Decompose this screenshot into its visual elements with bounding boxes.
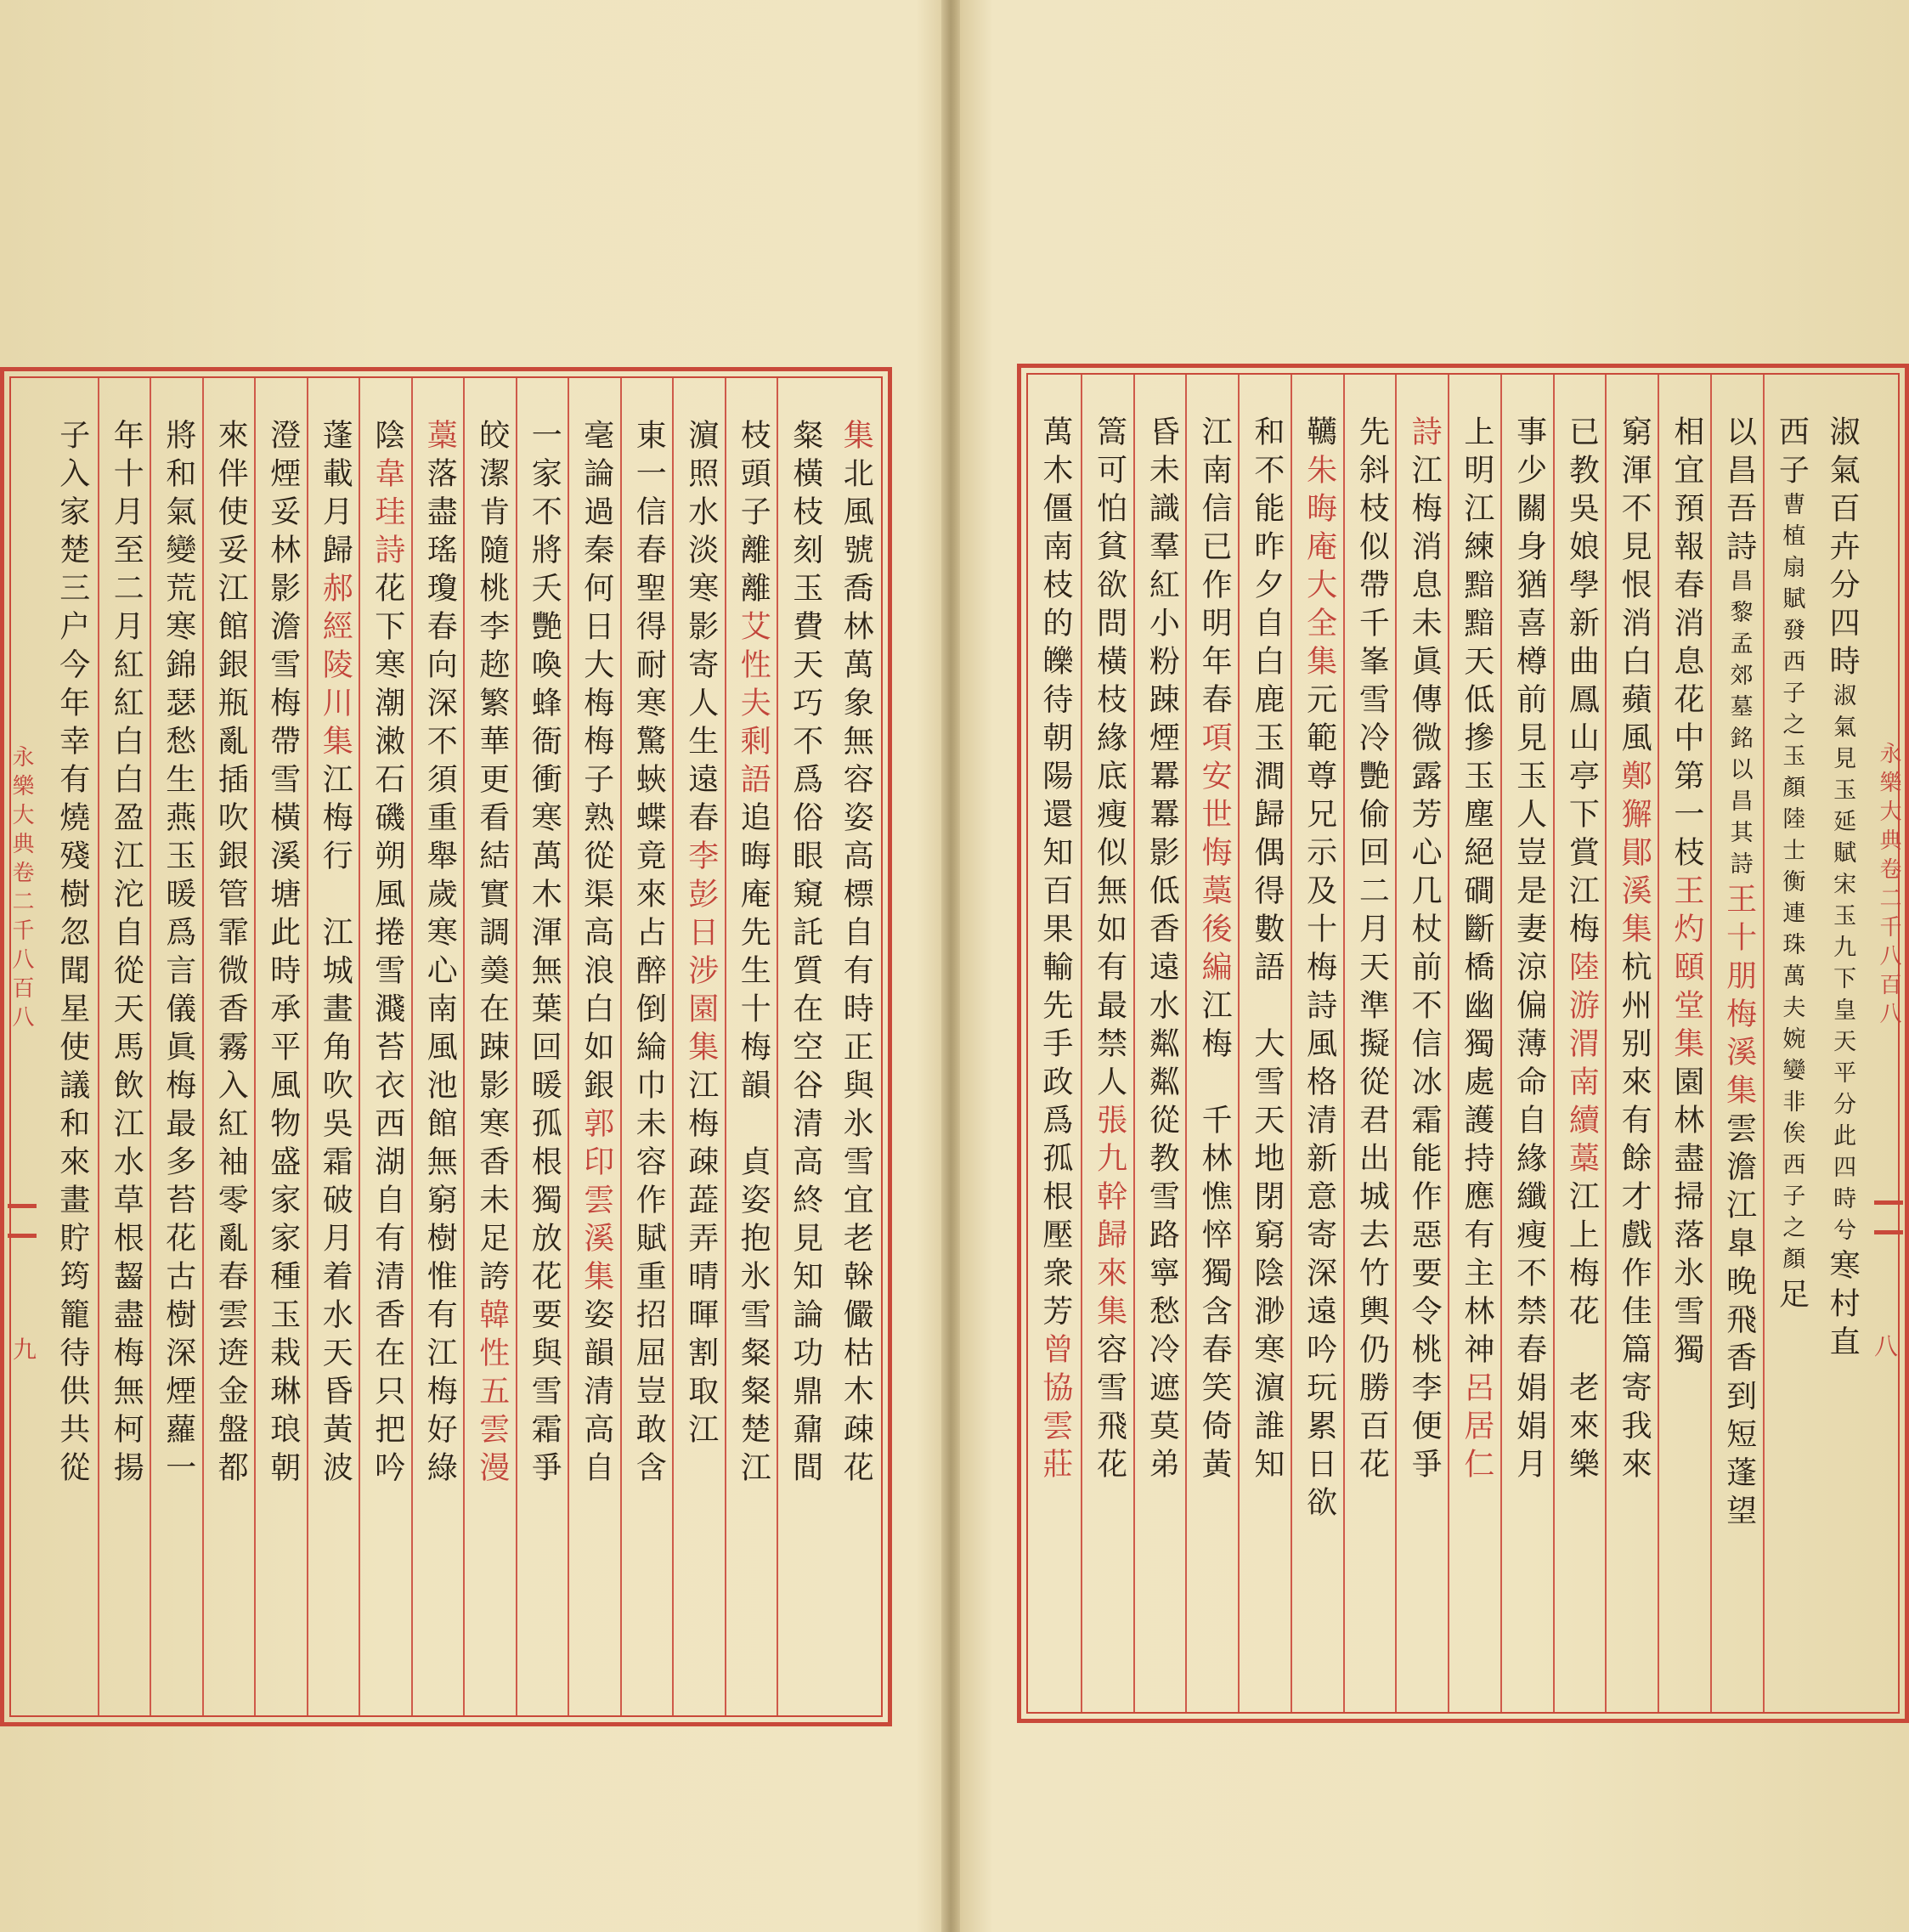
text-column xyxy=(1343,375,1398,1712)
text-column xyxy=(1238,375,1292,1712)
text-segment: 濵照水淡寒影寄人生遠春 xyxy=(683,419,719,839)
text-column xyxy=(829,378,882,1715)
column-text xyxy=(1564,415,1600,1486)
text-segment: 北風號喬林萬象無容姿高標自有時正與氷雪宜老榦儼枯木疎花 xyxy=(839,457,874,1489)
source-citation: 郝經陵川集 xyxy=(318,572,353,763)
column-text xyxy=(1094,415,1125,1486)
left-page-text-area xyxy=(45,378,881,1715)
text-column xyxy=(777,378,831,1715)
text-column xyxy=(359,378,413,1715)
text-segment: 容雪飛花 xyxy=(1092,1333,1127,1486)
text-column xyxy=(1710,375,1765,1712)
source-citation: 曾協雲莊 xyxy=(1037,1333,1073,1486)
source-citation: 艾性夫剩語 xyxy=(736,610,771,801)
left-page-number: 九 xyxy=(13,1336,37,1364)
annotation-note: 曹植扇賦發西子之玉顏陸士衡連珠萬夫婉孌非俟西子之顏 xyxy=(1778,492,1805,1278)
text-segment: 皎潔肯隨桃李趂繁華更看結實調羮在踈影寒香未足誇 xyxy=(474,419,510,1298)
text-segment: 江梅 千林憔悴獨含春笑倚黃 xyxy=(1197,989,1233,1486)
text-column xyxy=(1658,375,1712,1712)
left-page-frame xyxy=(0,367,892,1726)
right-page-number: 八 xyxy=(1873,1332,1898,1360)
text-column xyxy=(1028,375,1081,1712)
text-segment: 園林盡掃落氷雪獨 xyxy=(1669,1065,1704,1371)
source-citation: 藁 xyxy=(422,419,458,457)
column-text xyxy=(839,419,874,1489)
source-citation: 郭印雲溪集 xyxy=(579,1107,614,1298)
text-column xyxy=(411,378,466,1715)
text-segment: 上明江練黯黯天低摻玉塵絕磵斷橋幽獨處護持應有主林神 xyxy=(1459,415,1494,1371)
column-text xyxy=(1671,415,1702,1371)
column-text xyxy=(736,419,771,1489)
column-text xyxy=(1721,415,1757,1533)
text-segment: 花下寒潮潄石磯朔風捲雪濺苔衣西湖自有清香在只把吟 xyxy=(370,572,405,1489)
text-segment: 子入家楚三户今年幸有燒殘樹忽聞星使議和來畫貯筠籠待供共從 xyxy=(54,419,90,1489)
left-page-foliator: 永樂大典卷二千八百八 xyxy=(8,745,34,1034)
text-segment: 追晦庵先生十梅韻 貞姿抱氷雪粲粲楚江 xyxy=(736,801,771,1489)
text-column xyxy=(725,378,779,1715)
right-page-frame xyxy=(1017,364,1909,1723)
text-column xyxy=(1553,375,1607,1712)
column-text xyxy=(683,419,719,1451)
book-gutter xyxy=(941,0,960,1932)
column-text xyxy=(527,419,562,1489)
text-column xyxy=(620,378,675,1715)
text-segment: 江梅疎蕋弄晴暉割取江 xyxy=(683,1069,719,1451)
column-text xyxy=(1197,415,1233,1486)
right-fishtail-mark xyxy=(1874,1200,1903,1234)
text-segment: 粲橫枝刻玉費天巧不爲俗眼窺託質在空谷清高終見知論功鼎鼐間 xyxy=(788,419,823,1489)
text-segment: 一家不將夭艷喚蜂衙衝寒萬木渾無葉回暖孤根獨放花要與雪霜爭 xyxy=(527,419,562,1489)
text-segment: 姿韻清高自 xyxy=(579,1298,614,1489)
text-segment: 以昌吾詩 xyxy=(1721,415,1757,568)
text-segment: 西子 xyxy=(1774,415,1810,492)
text-segment: 淑氣百卉分四時 xyxy=(1825,415,1861,683)
text-segment: 落盡瑤瓊春向深不須重舉歲寒心南風池館無窮樹惟有江梅好綠 xyxy=(422,457,458,1489)
text-column xyxy=(45,378,98,1715)
column-text xyxy=(474,419,510,1489)
text-column xyxy=(1133,375,1188,1712)
text-segment: 來伴使妥江館銀瓶亂插吹銀管霏微香霧入紅袖零亂春雲逩金盤都 xyxy=(213,419,249,1489)
column-text xyxy=(109,419,144,1489)
text-column xyxy=(463,378,517,1715)
left-fishtail-mark xyxy=(8,1204,37,1238)
column-text xyxy=(1249,415,1285,1486)
column-text xyxy=(163,419,194,1489)
column-text xyxy=(1617,415,1652,1486)
text-column xyxy=(672,378,726,1715)
column-text xyxy=(1407,415,1443,1486)
text-segment: 窮渾不見恨消白蘋風 xyxy=(1617,415,1652,760)
text-segment: 枝頭子離離 xyxy=(736,419,771,610)
text-segment: 昏未識羣紅小粉踈煙羃羃影低香遠水粼粼從教雪路寧愁冷遮莫弟 xyxy=(1144,415,1180,1486)
column-text xyxy=(581,419,612,1489)
source-citation: 呂居仁 xyxy=(1459,1371,1494,1486)
source-citation: 王灼頤堂集 xyxy=(1669,874,1704,1065)
right-page-foliator: 永樂大典卷二千八百八 xyxy=(1876,742,1901,1031)
source-citation: 李彭日涉園集 xyxy=(683,839,719,1069)
text-column xyxy=(254,378,308,1715)
source-citation: 項安世悔藁後編 xyxy=(1197,721,1233,989)
column-text xyxy=(54,419,90,1489)
column-text xyxy=(265,419,301,1489)
text-segment: 杭州别來有餘才戲作佳篇寄我來 xyxy=(1617,951,1652,1486)
text-segment: 江南信已作明年春 xyxy=(1197,415,1233,721)
column-text xyxy=(790,419,821,1489)
text-column xyxy=(1395,375,1449,1712)
source-citation: 詩 xyxy=(1407,415,1443,454)
text-segment: 東一信春聖得耐寒驚蛺蝶竟來占醉倒綸巾未容作賦重招屈豈敢含 xyxy=(631,419,667,1489)
source-citation: 張九幹歸來集 xyxy=(1092,1104,1127,1333)
text-column xyxy=(307,378,361,1715)
column-text xyxy=(1354,415,1390,1486)
source-citation: 陸游渭南續藁 xyxy=(1564,951,1600,1180)
text-column xyxy=(1291,375,1345,1712)
text-segment: 江上梅花 老來樂 xyxy=(1564,1180,1600,1486)
text-segment: 和不能昨夕自白鹿玉澗歸偶得數語 大雪天地閉窮陰渺寒濵誰知 xyxy=(1249,415,1285,1486)
left-page-inner-border xyxy=(9,376,883,1717)
text-column xyxy=(516,378,570,1715)
text-column xyxy=(568,378,622,1715)
column-text xyxy=(1037,415,1073,1486)
column-text xyxy=(1825,415,1861,1364)
text-column xyxy=(1815,375,1867,1712)
right-page-inner-border xyxy=(1026,373,1900,1714)
text-column xyxy=(1500,375,1555,1712)
text-segment: 足 xyxy=(1774,1278,1810,1316)
column-text xyxy=(1144,415,1180,1486)
text-segment: 蓬載月歸 xyxy=(318,419,353,572)
column-text xyxy=(213,419,249,1489)
source-citation: 韋珪詩 xyxy=(370,457,405,572)
text-segment: 毫論過秦何日大梅梅子熟從渠高浪白如銀 xyxy=(579,419,614,1107)
column-text xyxy=(1304,415,1335,1524)
source-citation: 鄭獬鄖溪集 xyxy=(1617,760,1652,951)
text-segment: 事少關身猶喜樽前見玉人豈是妻涼偏薄命自緣纖瘦不禁春娟娟月 xyxy=(1511,415,1547,1486)
column-text xyxy=(318,419,353,1489)
column-text xyxy=(372,419,403,1489)
source-citation: 集 xyxy=(839,419,874,457)
text-column xyxy=(1448,375,1502,1712)
text-segment: 寒村直 xyxy=(1825,1249,1861,1364)
text-segment: 雲澹江臯晚飛香到短蓬望 xyxy=(1721,1112,1757,1533)
text-column xyxy=(98,378,152,1715)
source-citation: 韓性五雲漫 xyxy=(474,1298,510,1489)
annotation-note: 昌黎孟郊墓銘以昌其詩 xyxy=(1725,568,1753,883)
text-column xyxy=(1185,375,1240,1712)
column-text xyxy=(1774,415,1810,1316)
text-segment: 篙可怕貧欲問橫枝緣底瘦似無如有最禁人 xyxy=(1092,415,1127,1104)
text-column xyxy=(202,378,257,1715)
text-column xyxy=(1605,375,1659,1712)
text-segment: 將和氣變荒寒錦瑟愁生燕玉暖爲言儀眞梅最多苔花古樹深煙蘿一 xyxy=(161,419,196,1489)
text-segment: 已教吳娘學新曲鳳山亭下賞江梅 xyxy=(1564,415,1600,951)
text-column xyxy=(150,378,204,1715)
text-segment: 韉 xyxy=(1302,415,1337,454)
text-column xyxy=(1763,375,1817,1712)
text-segment: 澄煙妥林影澹雪梅帶雪橫溪塘此時承平風物盛家家種玉栽琳琅朝 xyxy=(265,419,301,1489)
text-segment: 元範尊兄示及十梅詩風格清新意寄深遠吟玩累日欲 xyxy=(1302,683,1337,1524)
text-segment: 先斜枝似帶千峯雪冷艷偷回二月天準擬從君出城去竹輿仍勝百花 xyxy=(1354,415,1390,1486)
source-citation: 王十朋梅溪集 xyxy=(1721,883,1757,1112)
text-segment: 陰 xyxy=(370,419,405,457)
text-segment: 江梅消息未眞傳微露芳心几杖前不信冰霜能作惡要令桃李便爭 xyxy=(1407,454,1443,1486)
text-segment: 萬木僵南枝的皪待朝陽還知百果輸先手政爲孤根壓衆芳 xyxy=(1037,415,1073,1333)
column-text xyxy=(631,419,667,1489)
text-segment: 年十月至二月紅紅白白盈江沱自從天馬飲江水草根齧盡梅無柯揚 xyxy=(109,419,144,1489)
column-text xyxy=(1461,415,1492,1486)
text-segment: 相宜預報春消息花中第一枝 xyxy=(1669,415,1704,874)
text-column xyxy=(1081,375,1135,1712)
text-segment: 江梅行 江城畫角吹吳霜破月着水天昏黃波 xyxy=(318,763,353,1489)
column-text xyxy=(422,419,458,1489)
annotation-note: 淑氣見玉延賦宋玉九下皇天平分此四時兮 xyxy=(1829,683,1856,1249)
source-citation: 朱晦庵大全集 xyxy=(1302,454,1337,683)
right-page-text-area xyxy=(1028,375,1867,1712)
column-text xyxy=(1511,415,1547,1486)
